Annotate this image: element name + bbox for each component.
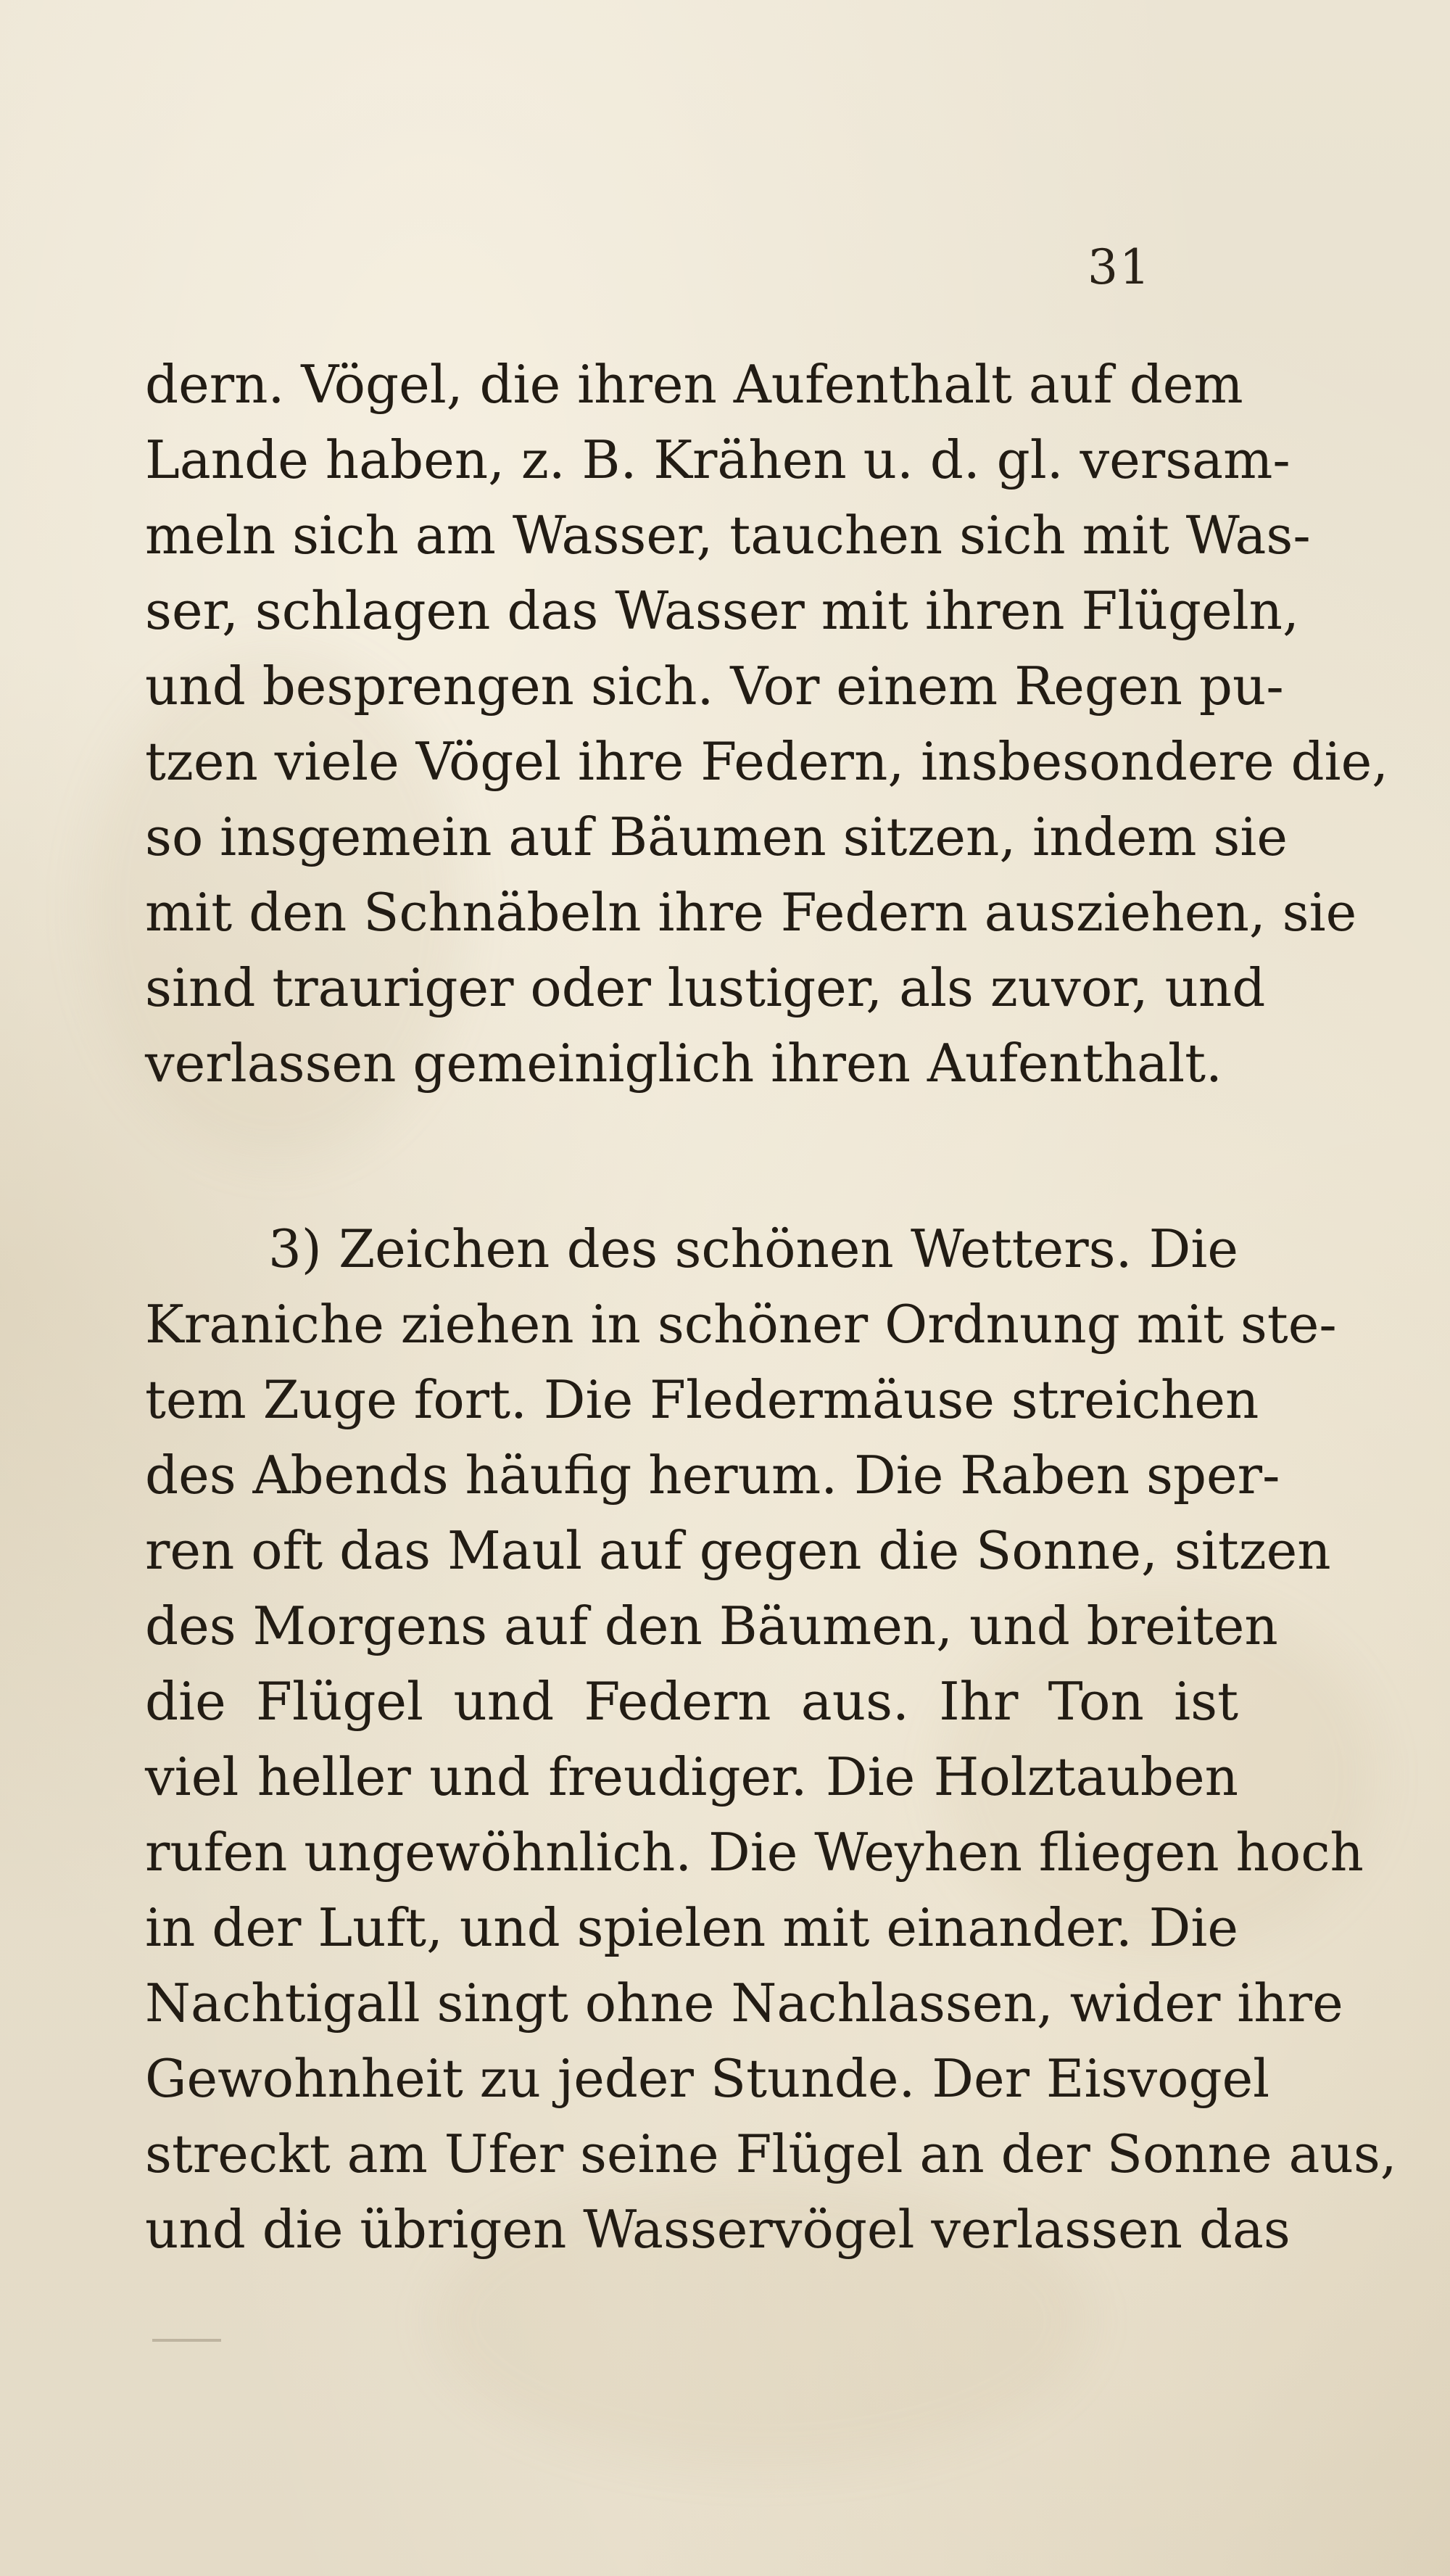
text-line: ser, schlagen das Wasser mit ihren Flügeln, [145, 580, 1299, 641]
text-line: streckt am Ufer seine Flügel an der Sonne aus, [145, 2123, 1397, 2184]
text-line: Kraniche ziehen in schöner Ordnung mit ste- [145, 1294, 1337, 1355]
text-line: mit den Schnäbeln ihre Federn ausziehen, sie [145, 882, 1357, 943]
text-line: in der Luft, und spielen mit einander. Die [145, 1897, 1238, 1958]
page-number: 31 [1088, 239, 1151, 295]
text-line: meln sich am Wasser, tauchen sich mit Was- [145, 505, 1311, 566]
text-line: sind trauriger oder lustiger, als zuvor, und [145, 957, 1266, 1018]
text-line: viel heller und freudiger. Die Holztauben [145, 1746, 1238, 1807]
text-line: ren oft das Maul auf gegen die Sonne, sitzen [145, 1520, 1331, 1581]
text-line: rufen ungewöhnlich. Die Weyhen fliegen hoch [145, 1822, 1364, 1883]
text-line: Lande haben, z. B. Krähen u. d. gl. versam- [145, 429, 1290, 490]
text-line: die Flügel und Federn aus. Ihr Ton ist [145, 1671, 1238, 1732]
faint-rule [152, 2339, 221, 2342]
text-line: so insgemein auf Bäumen sitzen, indem sie [145, 806, 1288, 867]
text-line: des Abends häufig herum. Die Raben sper- [145, 1445, 1280, 1506]
text-line: Nachtigall singt ohne Nachlassen, wider ihre [145, 1973, 1343, 2034]
text-line: und besprengen sich. Vor einem Regen pu- [145, 656, 1284, 717]
text-line: und die übrigen Wasservögel verlassen das [145, 2199, 1290, 2260]
text-line: 3) Zeichen des schönen Wetters. Die [268, 1218, 1238, 1279]
text-line: des Morgens auf den Bäumen, und breiten [145, 1595, 1278, 1656]
text-line: verlassen gemeiniglich ihren Aufenthalt. [145, 1033, 1222, 1094]
text-line: tem Zuge fort. Die Fledermäuse streichen [145, 1369, 1259, 1430]
text-line: Gewohnheit zu jeder Stunde. Der Eisvogel [145, 2048, 1270, 2109]
text-line: tzen viele Vögel ihre Federn, insbesondere die, [145, 731, 1389, 792]
text-line: dern. Vögel, die ihren Aufenthalt auf dem [145, 354, 1243, 415]
